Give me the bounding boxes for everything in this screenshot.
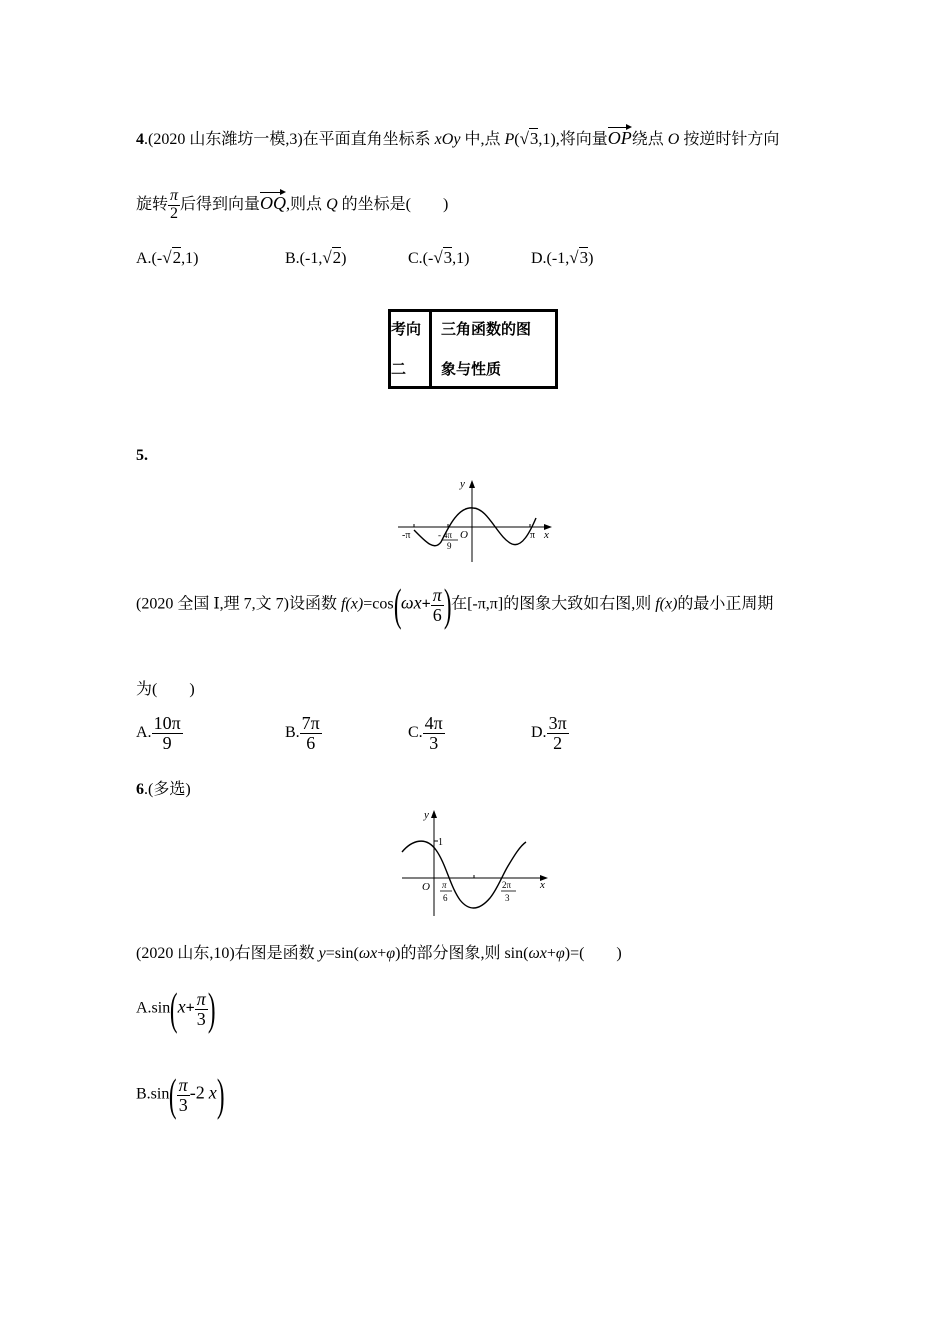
q5-mark-num: 4π <box>443 530 453 540</box>
q5-origin-label: O <box>460 529 468 541</box>
q4-text: 后得到向量 <box>180 195 261 213</box>
q6-one-label: 1 <box>438 837 443 848</box>
q4-option-d[interactable]: D.(-1,√3) <box>531 248 594 267</box>
q4-point-o: O <box>667 131 680 148</box>
q5-x-label: x <box>544 529 549 541</box>
q4-number: 4 <box>136 131 144 148</box>
q4-option-b[interactable]: B.(-1,√2) <box>285 248 347 267</box>
q6-plus: + <box>377 945 387 962</box>
q6-text: )=( ) <box>564 945 622 962</box>
q6-phi: φ <box>386 945 396 962</box>
q6-text: )的部分图象,则 sin( <box>395 945 529 962</box>
q5-fx2: f(x) <box>655 595 678 613</box>
q5-text: =cos <box>363 595 394 613</box>
q6-source: (2020 山东,10)右图是函数 <box>136 945 319 962</box>
q6-omega-x: ωx <box>358 945 378 962</box>
q5-y-arrow <box>469 480 475 488</box>
q5-line1: (2020 全国 Ⅰ,理 7,文 7)设函数 f(x)=cos(ωx+ $\frac{\pi}{6}$ )在[-π,π]的图象大致如右图,则 f(x)的最小正周期 <box>136 579 774 630</box>
q4-vector-oq: OQ <box>260 192 287 213</box>
q6-b-num: 2π <box>502 880 512 890</box>
q4-line1 <box>136 126 779 149</box>
q6-option-b[interactable]: B.sin( $\frac{\pi}{3}$ -2 x) <box>136 1069 225 1120</box>
q5-omega-x: ωx <box>400 592 422 613</box>
section-heading-box <box>388 309 558 389</box>
section-divider <box>429 312 432 386</box>
q4-point-p: P <box>504 131 515 148</box>
q5-graph <box>396 478 556 564</box>
section-label-top: 考向 <box>391 320 422 338</box>
q6-a-num: π <box>442 880 447 890</box>
q5-source: (2020 全国 Ⅰ,理 7,文 7)设函数 <box>136 595 341 613</box>
q6-origin-label: O <box>422 881 430 893</box>
section-label-bottom: 二 <box>391 360 407 378</box>
q5-number: 5. <box>136 447 148 464</box>
q5-neg-pi-label: -π <box>402 530 411 541</box>
q6-x-label: x <box>540 879 545 891</box>
q6-b-den: 3 <box>505 893 510 903</box>
q6-y-arrow <box>431 810 437 818</box>
q6-graph <box>398 806 554 918</box>
q6-y: y <box>318 945 326 962</box>
q5-option-b[interactable]: B. $\frac{7\pi}{6}$ <box>285 713 320 753</box>
q5-option-c[interactable]: C. $\frac{4\pi}{3}$ <box>408 713 443 753</box>
q5-y-label: y <box>460 478 465 490</box>
q4-text: 的坐标是( ) <box>337 195 449 213</box>
q4-fraction: $\frac{\pi}{2}$ <box>170 187 179 222</box>
q6-option-a[interactable]: A.sin(x+ $\frac{\pi}{3}$ ) <box>136 983 216 1034</box>
q6-line1: (2020 山东,10)右图是函数 y=sin(ωx+φ)的部分图象,则 sin(ωx+φ)=( ) <box>136 945 622 962</box>
q5-mark-den: 9 <box>447 541 452 551</box>
q5-line2: 为( ) <box>136 681 195 698</box>
q4-text: 绕点 <box>631 131 668 148</box>
q4-vector-op: OP <box>607 128 632 148</box>
q4-point-q: Q <box>326 195 338 213</box>
q5-option-d[interactable]: D. $\frac{3\pi}{2}$ <box>531 713 567 753</box>
q4-text: 按逆时针方向 <box>679 131 780 148</box>
q4-sqrt: √3 <box>519 129 539 148</box>
q4-option-a[interactable]: A.(-√2,1) <box>136 248 199 267</box>
q4-text: ,1),将向量 <box>538 131 608 148</box>
section-title-top: 三角函数的图 <box>441 320 532 338</box>
q4-line2 <box>136 188 448 223</box>
section-title-bottom: 象与性质 <box>441 360 502 378</box>
q6-number: 6.(多选) <box>136 781 191 798</box>
q4-text: ( <box>514 131 520 148</box>
q5-text: 在[-π,π]的图象大致如右图,则 <box>451 595 656 613</box>
q5-fx: f(x) <box>340 595 364 613</box>
q5-mark-sign: - <box>438 530 441 540</box>
q5-text: 的最小正周期 <box>677 595 774 613</box>
q5-option-a[interactable]: A. $\frac{10\pi}{9}$ <box>136 713 181 753</box>
q5-plus: + <box>421 595 431 613</box>
q4-text: ,则点 <box>286 195 327 213</box>
q4-xoy: xOy <box>434 131 461 148</box>
q4-text: 中,点 <box>460 131 505 148</box>
q6-text: =sin( <box>325 945 359 962</box>
q4-option-c[interactable]: C.(-√3,1) <box>408 248 470 267</box>
q6-y-label: y <box>424 809 429 821</box>
q4-source: .(2020 山东潍坊一模,3)在平面直角坐标系 <box>144 131 435 148</box>
q4-text: 旋转 <box>136 195 169 213</box>
q5-fraction: $\frac{\pi}{6}$ <box>432 584 442 625</box>
q5-pi-label: π <box>530 530 536 541</box>
q6-a-den: 6 <box>443 893 448 903</box>
